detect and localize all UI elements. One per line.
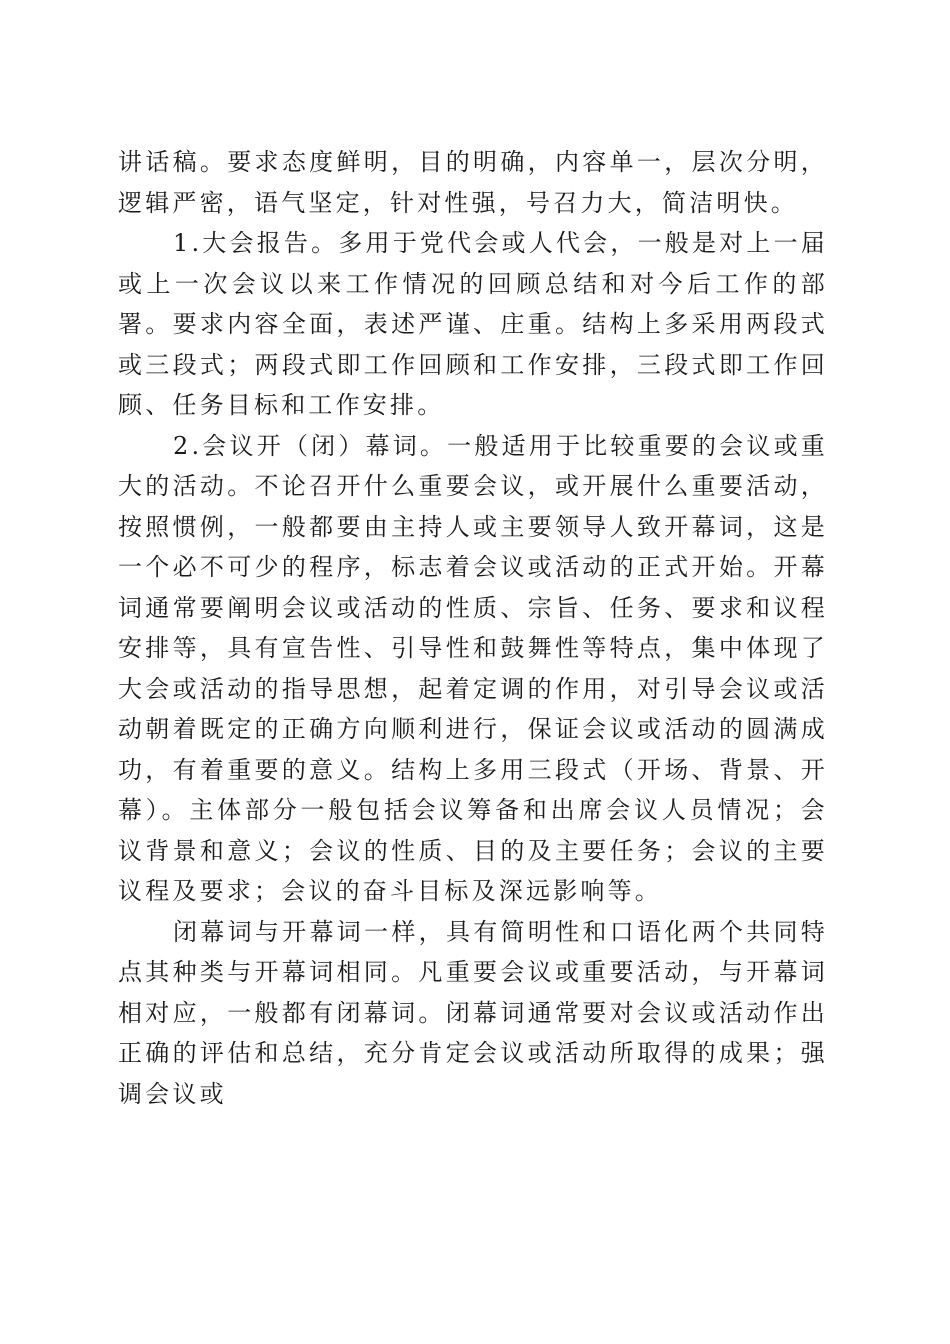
paragraph-continuation: 讲话稿。要求态度鲜明，目的明确，内容单一，层次分明，逻辑严密，语气坚定，针对性强，号召力大，简洁明快。	[118, 148, 828, 217]
paragraph-conference-report: 1.大会报告。多用于党代会或人代会，一般是对上一届或上一次会议以来工作情况的回顾总结和对今后工作的部署。要求内容全面，表述严谨、庄重。结构上多采用两段式或三段式；两段式即工作回顾和工作安排，三段式即工作回顾、任务目标和工作安排。	[118, 229, 828, 419]
paragraph-closing-speech: 闭幕词与开幕词一样，具有简明性和口语化两个共同特点其种类与开幕词相同。凡重要会议或重要活动，与开幕词相对应，一般都有闭幕词。闭幕词通常要对会议或活动作出正确的评估和总结，充分肯定会议或活动所取得的成果；强调会议或	[118, 917, 828, 1108]
paragraph-opening-closing-speech: 2.会议开（闭）幕词。一般适用于比较重要的会议或重大的活动。不论召开什么重要会议，或开展什么重要活动，按照惯例，一般都要由主持人或主要领导人致开幕词，这是一个必不可少的程序，标志着会议或活动的正式开始。开幕词通常要阐明会议或活动的性质、宗旨、任务、要求和议程安排等，具有宣告性、引导性和鼓舞性等特点，集中体现了大会或活动的指导思想，起着定调的作用，对引导会议或活动朝着既定的正确方向顺利进行，保证会议或活动的圆满成功，有着重要的意义。结构上多用三段式（开场、背景、开幕）。主体部分一般包括会议筹备和出席会议人员情况；会议背景和意义；会议的性质、目的及主要任务；会议的主要议程及要求；会议的奋斗目标及深远影响等。	[118, 431, 828, 905]
document-body	[118, 142, 828, 1114]
